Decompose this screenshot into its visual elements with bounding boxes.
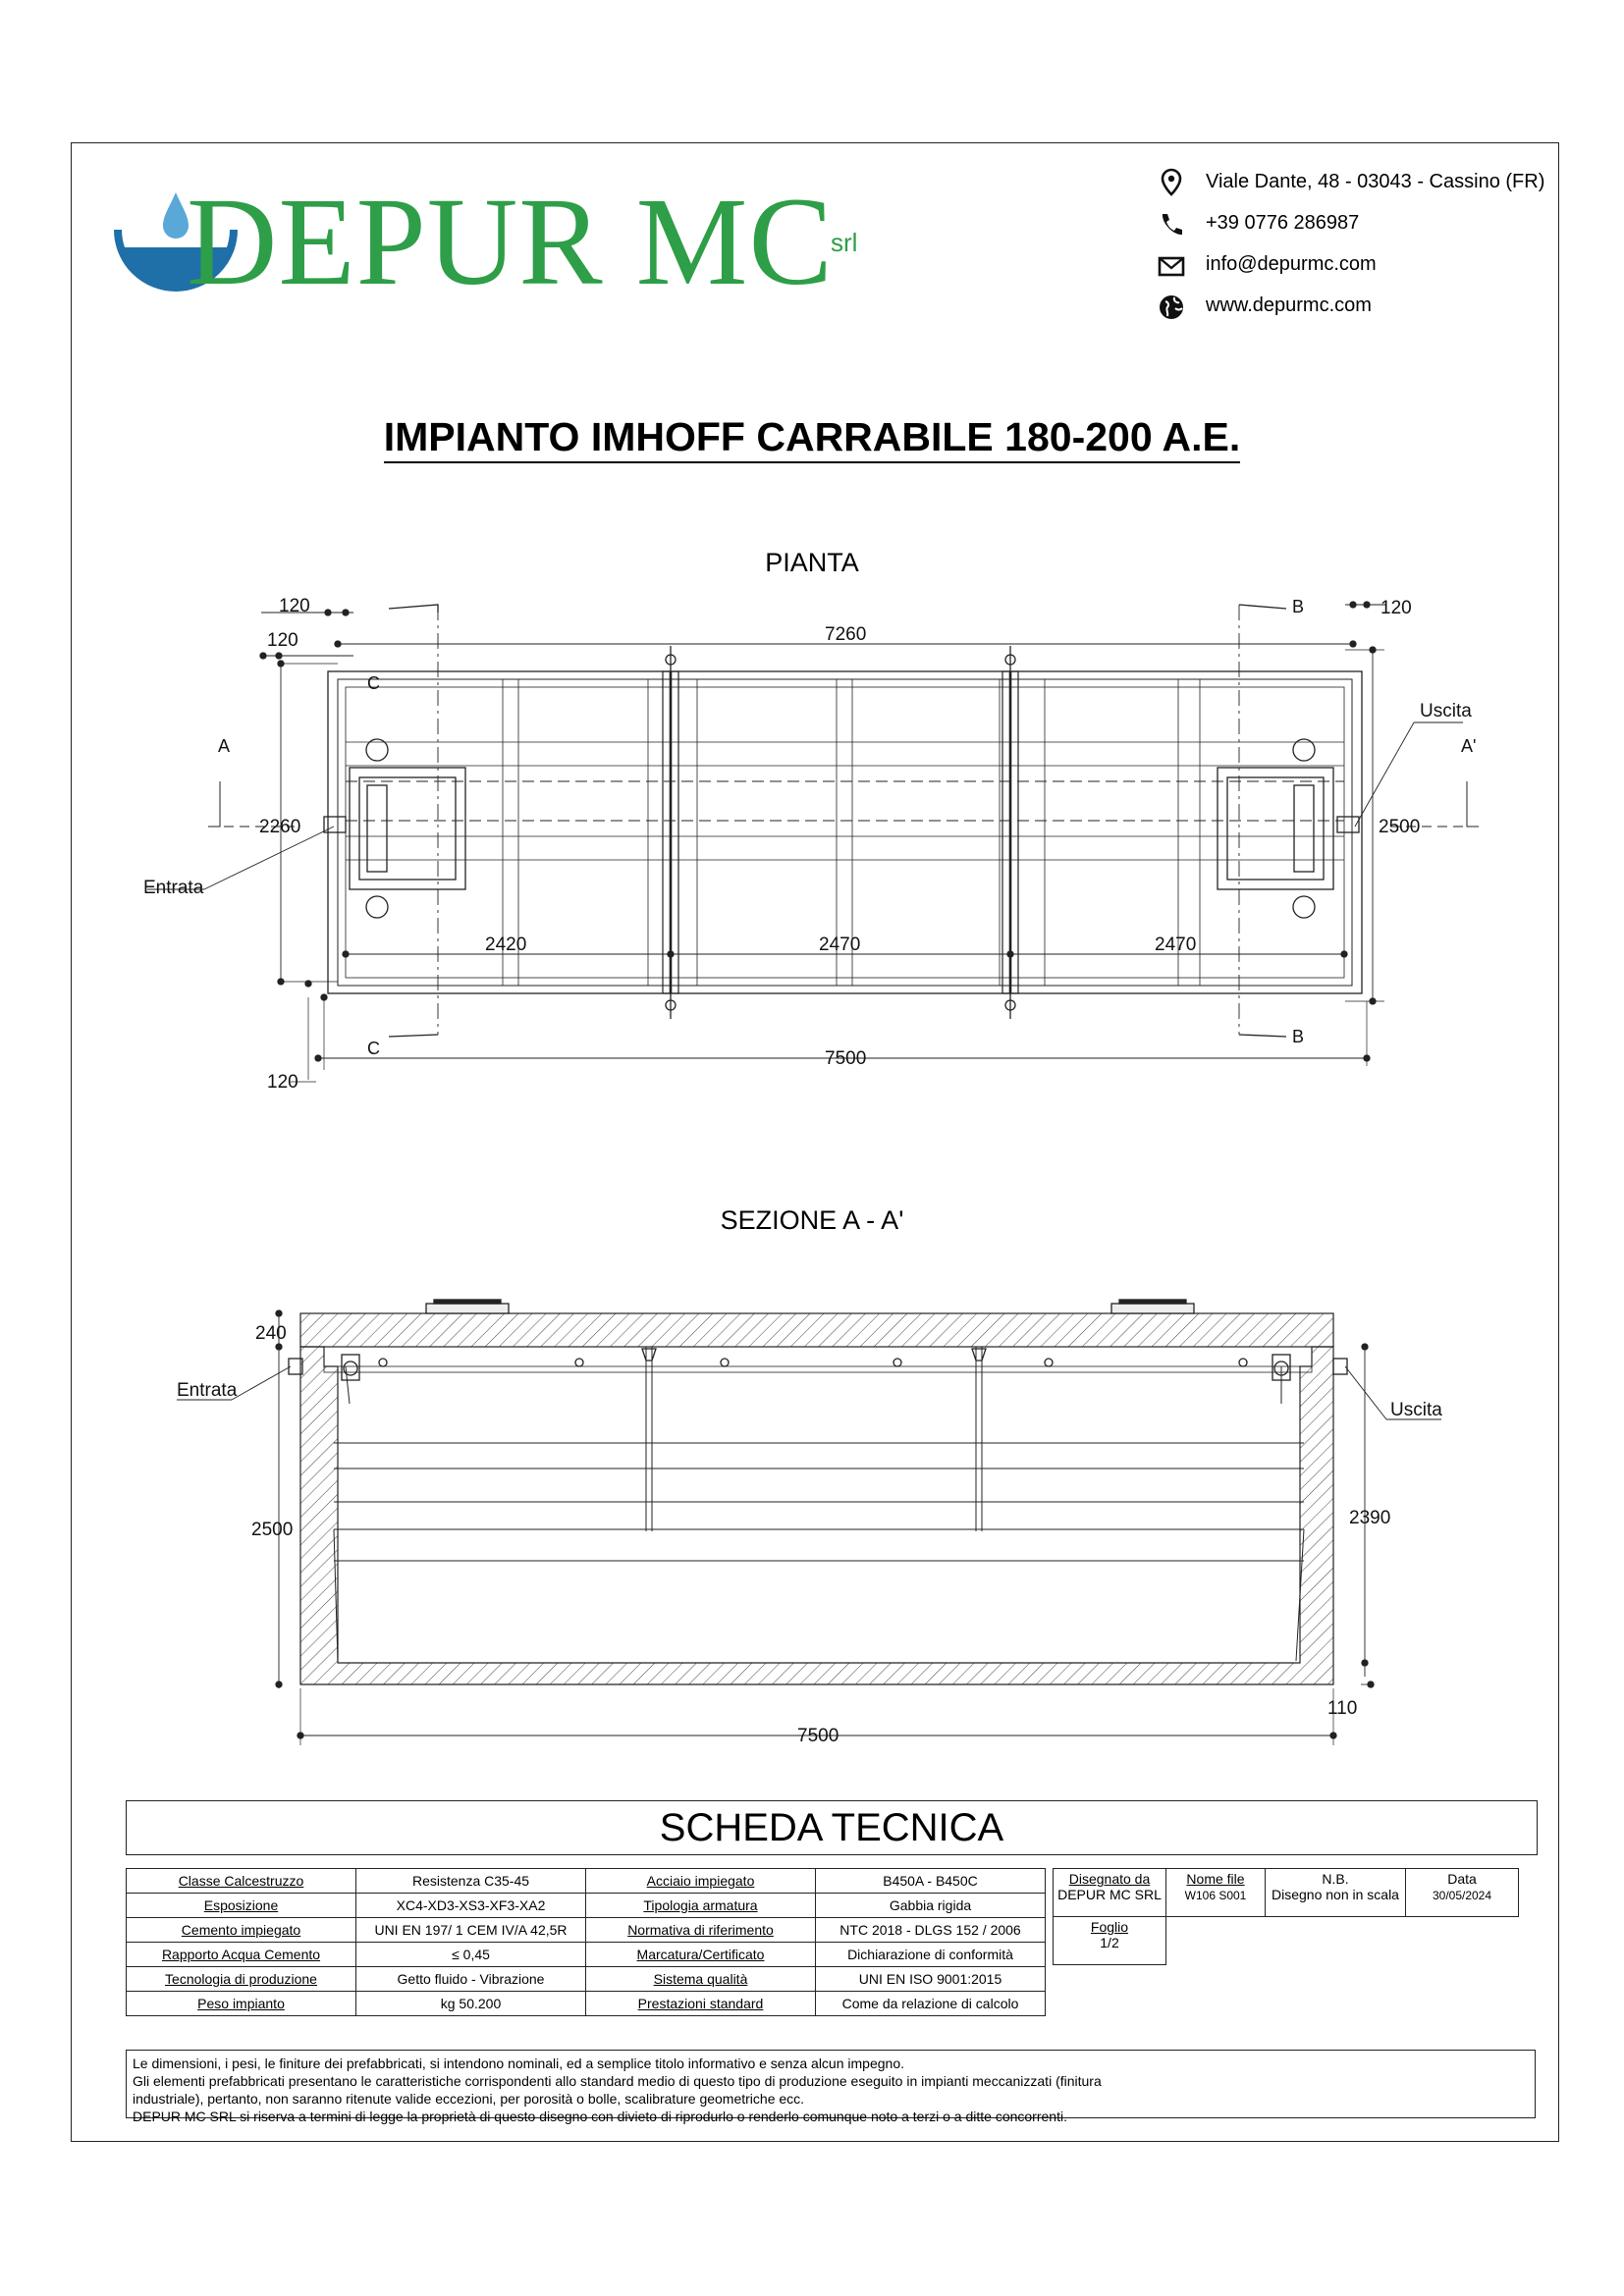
plan-section-b-top: B [1292,597,1305,616]
globe-icon [1157,293,1186,322]
location-pin-icon [1157,167,1186,196]
meta-file-cell [1166,1869,1266,1917]
meta-nb-value: Disegno non in scala [1272,1887,1399,1902]
sheet-title: SCHEDA TECNICA [659,1806,1004,1849]
spec-value: ≤ 0,45 [356,1943,586,1967]
plan-section-c-top: C [367,673,380,693]
spec-row [127,1869,1046,1894]
plan-dim-7500: 7500 [825,1048,867,1069]
brand-name: DEPUR MC [187,172,834,311]
envelope-icon [1157,251,1186,281]
plan-section-b-bottom: B [1292,1027,1305,1046]
plan-section-a-prime: A' [1461,736,1477,756]
spec-key: Peso impianto [127,1992,356,2016]
plan-dim-120-bottom: 120 [267,1072,298,1093]
plan-label-uscita: Uscita [1420,701,1472,721]
spec-value: Getto fluido - Vibrazione [356,1967,586,1992]
plan-section-c-bottom: C [367,1039,380,1058]
section-dim-7500: 7500 [797,1726,839,1746]
spec-key: Sistema qualità [586,1967,816,1992]
plan-heading: PIANTA [765,548,859,577]
spec-value: kg 50.200 [356,1992,586,2016]
plan-dim-bay2: 2470 [819,934,861,955]
section-dim-110: 110 [1327,1698,1358,1719]
plan-dim-120-top-left-2: 120 [267,630,298,651]
sheet-title-box [126,1800,1538,1855]
section-label-uscita: Uscita [1390,1400,1442,1420]
spec-value: B450A - B450C [816,1869,1046,1894]
section-view-drawing [0,1276,1624,1767]
meta-date-cell [1406,1869,1519,1917]
plan-dim-120-top-right: 120 [1380,598,1412,618]
contact-email[interactable]: info@depurmc.com [1206,253,1377,275]
meta-table [1053,1868,1519,1965]
spec-key: Esposizione [127,1894,356,1918]
plan-dim-120-top-left: 120 [279,596,310,616]
meta-drawn-cell [1054,1869,1166,1917]
brand-suffix: srl [831,228,858,257]
meta-sheet-cell [1054,1917,1166,1965]
spec-row [127,1894,1046,1918]
plan-dim-bay3: 2470 [1155,934,1197,955]
plan-view-drawing [0,569,1624,1119]
spec-key: Cemento impiegato [127,1918,356,1943]
drawing-title: IMPIANTO IMHOFF CARRABILE 180-200 A.E. [0,414,1624,460]
plan-dim-2500: 2500 [1379,817,1421,837]
spec-key: Classe Calcestruzzo [127,1869,356,1894]
note-line: industriale), pertanto, non saranno ritenute valide eccezioni, per porosità o bolle, scalibrature geometriche ecc. [133,2091,805,2107]
spec-table [126,1868,1046,2016]
spec-value: Dichiarazione di conformità [816,1943,1046,1967]
note-line: Gli elementi prefabbricati presentano le caratteristiche corrispondenti allo standard medio di questo tipo di produzione eseguito in impianti meccanizzati (finitura [133,2073,1102,2089]
contact-website[interactable]: www.depurmc.com [1206,294,1372,316]
spec-value: Gabbia rigida [816,1894,1046,1918]
spec-value: NTC 2018 - DLGS 152 / 2006 [816,1918,1046,1943]
section-heading: SEZIONE A - A' [720,1205,904,1235]
spec-row [127,1967,1046,1992]
spec-key: Tecnologia di produzione [127,1967,356,1992]
meta-date-value: 30/05/2024 [1432,1889,1492,1902]
phone-icon [1157,210,1186,240]
spec-value: Come da relazione di calcolo [816,1992,1046,2016]
meta-sheet-label: Foglio [1090,1919,1129,1935]
spec-value: XC4-XD3-XS3-XF3-XA2 [356,1894,586,1918]
plan-dim-7260: 7260 [825,624,867,645]
spec-row [127,1918,1046,1943]
meta-drawn-label: Disegnato da [1068,1871,1151,1887]
spec-row [127,1992,1046,2016]
plan-label-entrata: Entrata [143,878,204,898]
spec-row [127,1943,1046,1967]
meta-nb-label: N.B. [1322,1871,1349,1887]
spec-key: Tipologia armatura [586,1894,816,1918]
section-dim-2500: 2500 [251,1520,294,1540]
spec-key: Acciaio impiegato [586,1869,816,1894]
note-line: DEPUR MC SRL si riserva a termini di legge la proprietà di questo disegno con divieto di riprodurlo o renderlo comunque noto a terzi o a ditte concorrenti. [133,2109,1067,2124]
spec-key: Rapporto Acqua Cemento [127,1943,356,1967]
meta-sheet-value: 1/2 [1100,1935,1119,1950]
plan-dim-2260: 2260 [259,817,301,837]
spec-value: UNI EN 197/ 1 CEM IV/A 42,5R [356,1918,586,1943]
note-line: Le dimensioni, i pesi, le finiture dei prefabbricati, si intendono nominali, ed a semplice titolo informativo e senza alcun impegno. [133,2056,904,2071]
meta-drawn-value: DEPUR MC SRL [1057,1887,1162,1902]
contact-phone[interactable]: +39 0776 286987 [1206,212,1360,234]
plan-dim-bay1: 2420 [485,934,527,955]
section-dim-240: 240 [255,1323,287,1344]
meta-date-label: Data [1447,1871,1477,1887]
section-label-entrata: Entrata [177,1380,238,1401]
spec-value: UNI EN ISO 9001:2015 [816,1967,1046,1992]
meta-file-value: W106 S001 [1184,1889,1247,1902]
plan-section-a: A [218,736,231,756]
spec-key: Normativa di riferimento [586,1918,816,1943]
spec-value: Resistenza C35-45 [356,1869,586,1894]
spec-key: Prestazioni standard [586,1992,816,2016]
section-dim-2390: 2390 [1349,1508,1391,1528]
meta-file-label: Nome file [1186,1871,1245,1887]
disclaimer-notes [126,2050,1536,2124]
contact-address: Viale Dante, 48 - 03043 - Cassino (FR) [1206,171,1545,192]
spec-key: Marcatura/Certificato [586,1943,816,1967]
meta-nb-cell [1266,1869,1406,1917]
